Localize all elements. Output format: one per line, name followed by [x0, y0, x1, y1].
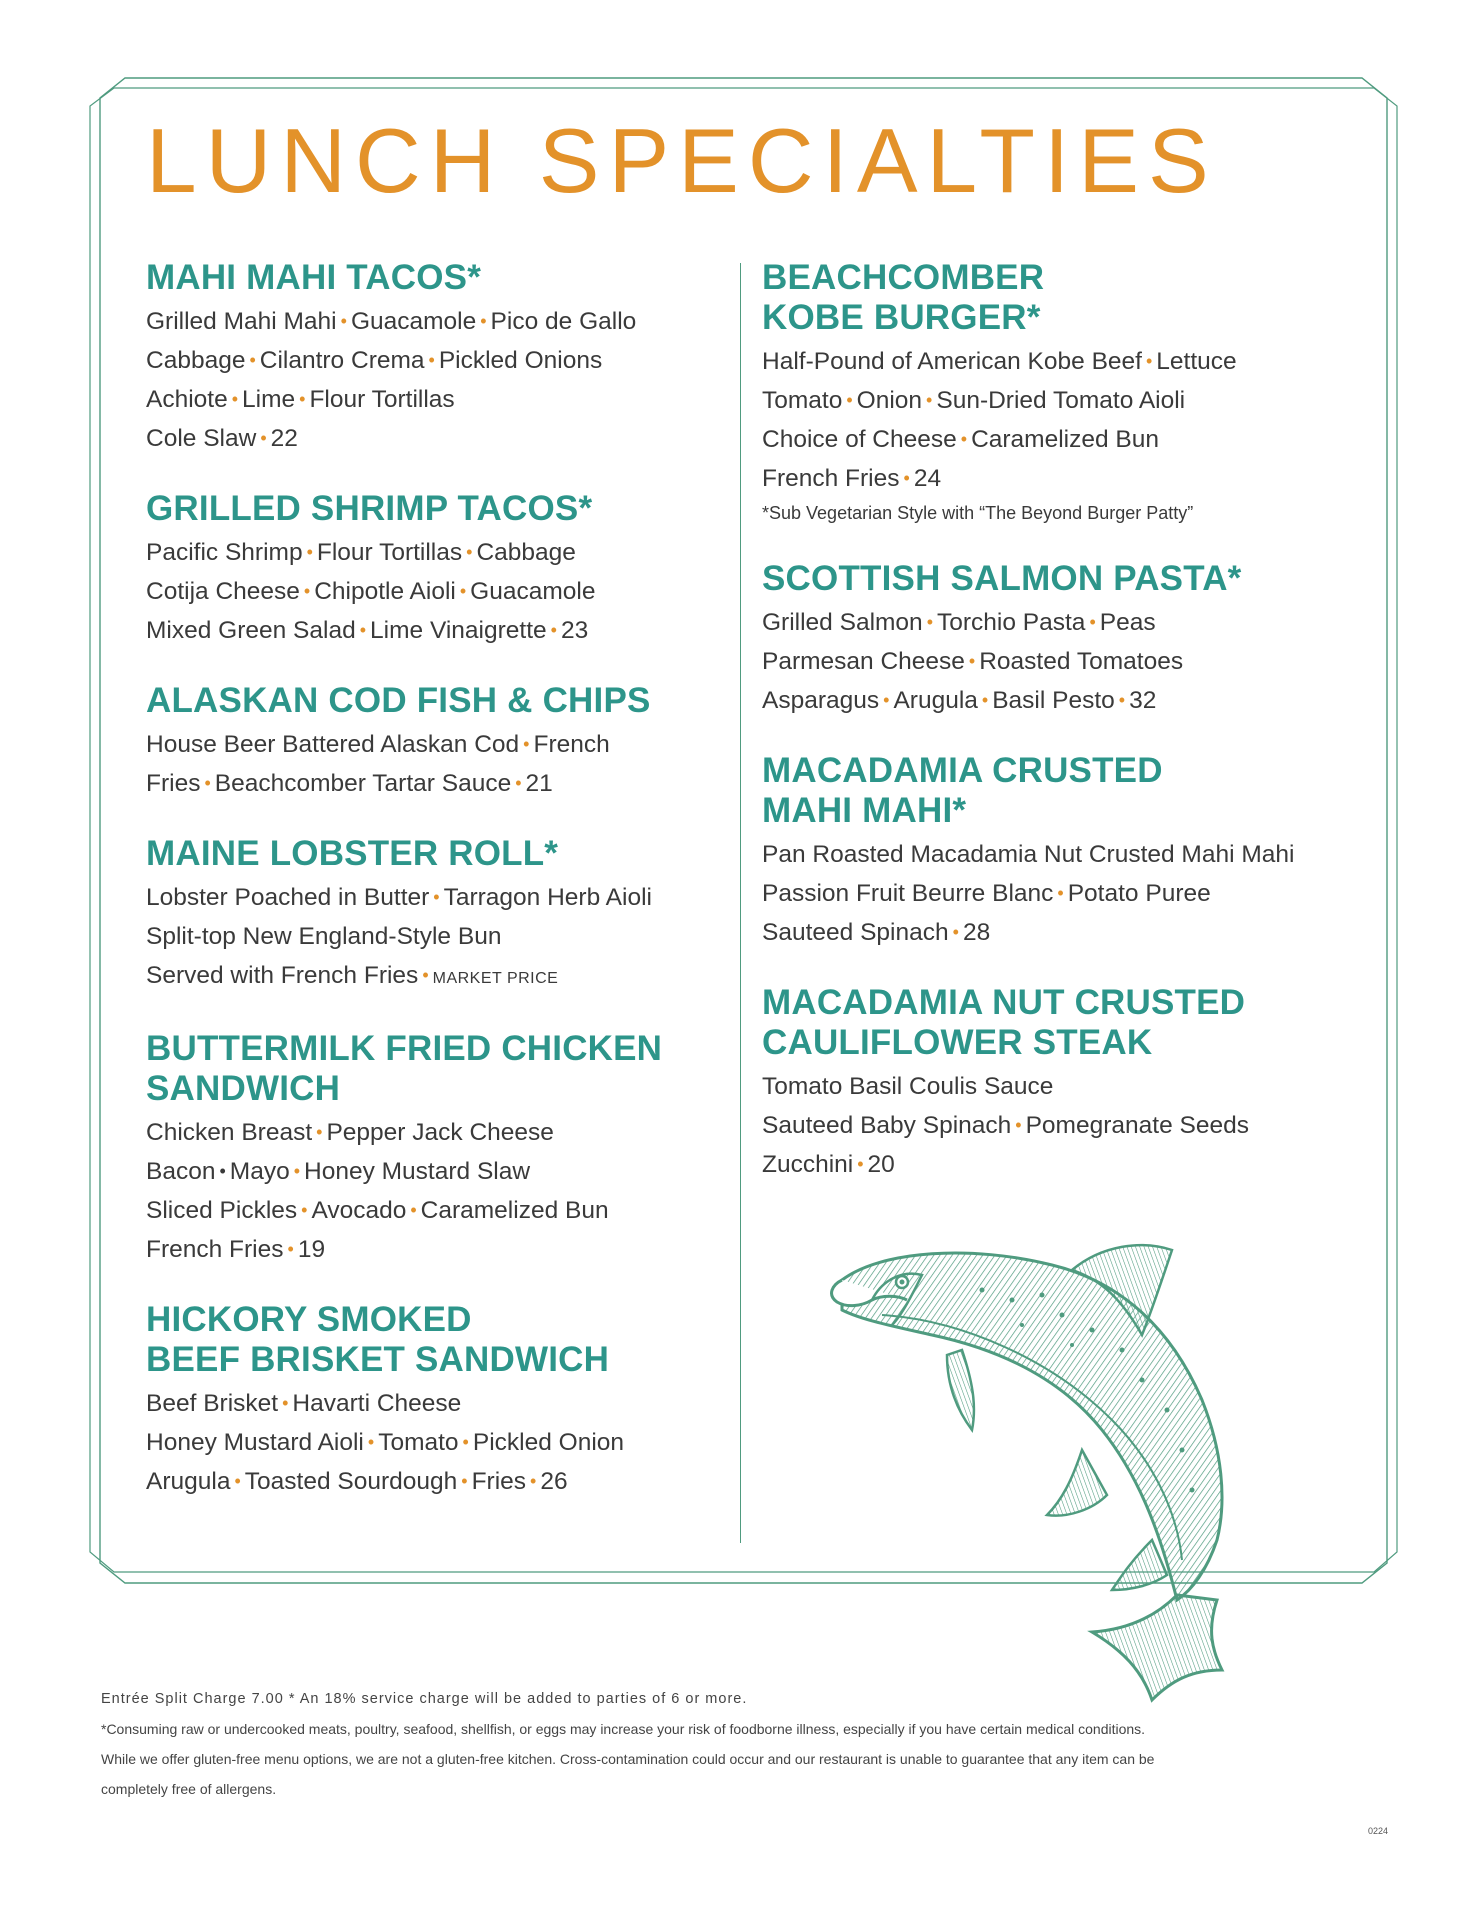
menu-item-description-line: Tomato Basil Coulis Sauce	[762, 1073, 1054, 1100]
menu-item-name-line: MACADAMIA CRUSTED	[762, 751, 1163, 790]
menu-item-description-line: Fries • Beachcomber Tartar Sauce • 21	[146, 770, 553, 797]
menu-item-description-line: Tomato • Onion • Sun-Dried Tomato Aioli	[762, 387, 1186, 414]
menu-item-description-line: Sauteed Spinach • 28	[762, 919, 991, 946]
menu-item	[146, 489, 726, 650]
menu-item-name	[762, 258, 1362, 338]
menu-item-name	[762, 751, 1362, 831]
menu-item-name-line: SANDWICH	[146, 1069, 341, 1108]
menu-item-description-line: Sauteed Baby Spinach • Pomegranate Seeds	[762, 1112, 1249, 1139]
menu-item-name-line: ALASKAN COD FISH & CHIPS	[146, 681, 651, 720]
menu-item-description-line: Beef Brisket • Havarti Cheese	[146, 1390, 462, 1417]
menu-item-description-line: Asparagus • Arugula • Basil Pesto • 32	[762, 687, 1157, 714]
menu-item-name	[762, 559, 1362, 599]
menu-item-name-line: MAHI MAHI TACOS*	[146, 258, 482, 297]
menu-item-name-line: BEACHCOMBER	[762, 258, 1045, 297]
menu-item-name-line: BUTTERMILK FRIED CHICKEN	[146, 1029, 663, 1068]
menu-item-description-line: Mixed Green Salad • Lime Vinaigrette • 23	[146, 617, 589, 644]
menu-item-description-line: Honey Mustard Aioli • Tomato • Pickled Onion	[146, 1429, 625, 1456]
menu-item-name-line: CAULIFLOWER STEAK	[762, 1023, 1153, 1062]
menu-item	[146, 1300, 726, 1501]
menu-item-description-line: Cotija Cheese • Chipotle Aioli • Guacamole	[146, 578, 596, 605]
menu-item-name-line: GRILLED SHRIMP TACOS*	[146, 489, 593, 528]
menu-item-name	[146, 258, 726, 298]
menu-item	[146, 1029, 726, 1269]
menu-item	[762, 258, 1362, 528]
menu-item-description-line: Choice of Cheese • Caramelized Bun	[762, 426, 1160, 453]
menu-code: 0224	[1368, 1826, 1389, 1836]
menu-item-description-line: Pacific Shrimp • Flour Tortillas • Cabbage	[146, 539, 576, 566]
menu-item-description-line: Grilled Mahi Mahi • Guacamole • Pico de Gallo	[146, 308, 637, 335]
menu-item-name-line: MACADAMIA NUT CRUSTED	[762, 983, 1246, 1022]
menu-item-name-line: MAINE LOBSTER ROLL*	[146, 834, 559, 873]
menu-item-name-line: HICKORY SMOKED	[146, 1300, 472, 1339]
menu-item-description-line: Arugula • Toasted Sourdough • Fries • 26	[146, 1468, 568, 1495]
menu-item-description-line: Served with French Fries • MARKET PRICE	[146, 962, 559, 989]
menu-item-name-line: KOBE BURGER*	[762, 298, 1041, 337]
menu-item-description-line: Chicken Breast • Pepper Jack Cheese	[146, 1119, 554, 1146]
footer-consumption-warning: *Consuming raw or undercooked meats, poultry, seafood, shellfish, or eggs may increase your risk of foodborne illness, especially if you have certain medical conditions.	[101, 1721, 1146, 1737]
market-price-label: MARKET PRICE	[432, 970, 559, 987]
left-menu-column	[146, 258, 726, 1532]
menu-item-description-line: Cole Slaw • 22	[146, 425, 298, 452]
menu-item-name	[146, 834, 726, 874]
page-title: LUNCH SPECIALTIES	[146, 111, 1218, 212]
menu-item-description-line: Bacon • Mayo • Honey Mustard Slaw	[146, 1158, 531, 1185]
menu-item-description-line: Pan Roasted Macadamia Nut Crusted Mahi Mahi	[762, 841, 1295, 868]
footer-disclaimer	[101, 1684, 1401, 1804]
menu-item-name-line: MAHI MAHI*	[762, 791, 967, 830]
footer-allergen-notice: completely free of allergens.	[101, 1781, 277, 1797]
menu-item-description-line: French Fries • 24	[762, 465, 942, 492]
menu-item-name-line: SCOTTISH SALMON PASTA*	[762, 559, 1242, 598]
menu-item	[762, 559, 1362, 720]
menu-item-description-line: Split-top New England-Style Bun	[146, 923, 502, 950]
menu-item-name	[146, 489, 726, 529]
right-menu-column	[762, 258, 1362, 1215]
menu-item-description-line: Achiote • Lime • Flour Tortillas	[146, 386, 455, 413]
menu-item-name	[146, 1300, 726, 1380]
menu-item-description-line: Cabbage • Cilantro Crema • Pickled Onions	[146, 347, 603, 374]
menu-item-description-line: Parmesan Cheese • Roasted Tomatoes	[762, 648, 1184, 675]
menu-item-description-line: House Beer Battered Alaskan Cod • French	[146, 731, 610, 758]
column-divider	[740, 263, 741, 1543]
menu-item-note: *Sub Vegetarian Style with “The Beyond Burger Patty”	[762, 503, 1194, 523]
menu-item-description-line: Zucchini • 20	[762, 1151, 895, 1178]
menu-item	[762, 751, 1362, 952]
menu-item-description-line: Sliced Pickles • Avocado • Caramelized Bun	[146, 1197, 609, 1224]
menu-item-description-line: Grilled Salmon • Torchio Pasta • Peas	[762, 609, 1156, 636]
footer-gluten-notice: While we offer gluten-free menu options, we are not a gluten-free kitchen. Cross-contamination could occur and our restaurant is unable to guarantee that any item can be	[101, 1751, 1155, 1767]
menu-item	[762, 983, 1362, 1184]
menu-item	[146, 681, 726, 803]
menu-item-description-line: Lobster Poached in Butter • Tarragon Herb Aioli	[146, 884, 652, 911]
menu-item-description-line: Half-Pound of American Kobe Beef • Lettuce	[762, 348, 1237, 375]
salmon-illustration-icon	[822, 1240, 1282, 1710]
menu-item-description-line: French Fries • 19	[146, 1236, 326, 1263]
menu-item-name	[762, 983, 1362, 1063]
menu-item-name	[146, 681, 726, 721]
menu-item	[146, 258, 726, 458]
menu-item-description-line: Passion Fruit Beurre Blanc • Potato Puree	[762, 880, 1211, 907]
menu-item	[146, 834, 726, 998]
footer-split-charge: Entrée Split Charge 7.00 * An 18% service charge will be added to parties of 6 or more.	[101, 1691, 748, 1707]
menu-item-name-line: BEEF BRISKET SANDWICH	[146, 1340, 610, 1379]
menu-item-name	[146, 1029, 726, 1109]
